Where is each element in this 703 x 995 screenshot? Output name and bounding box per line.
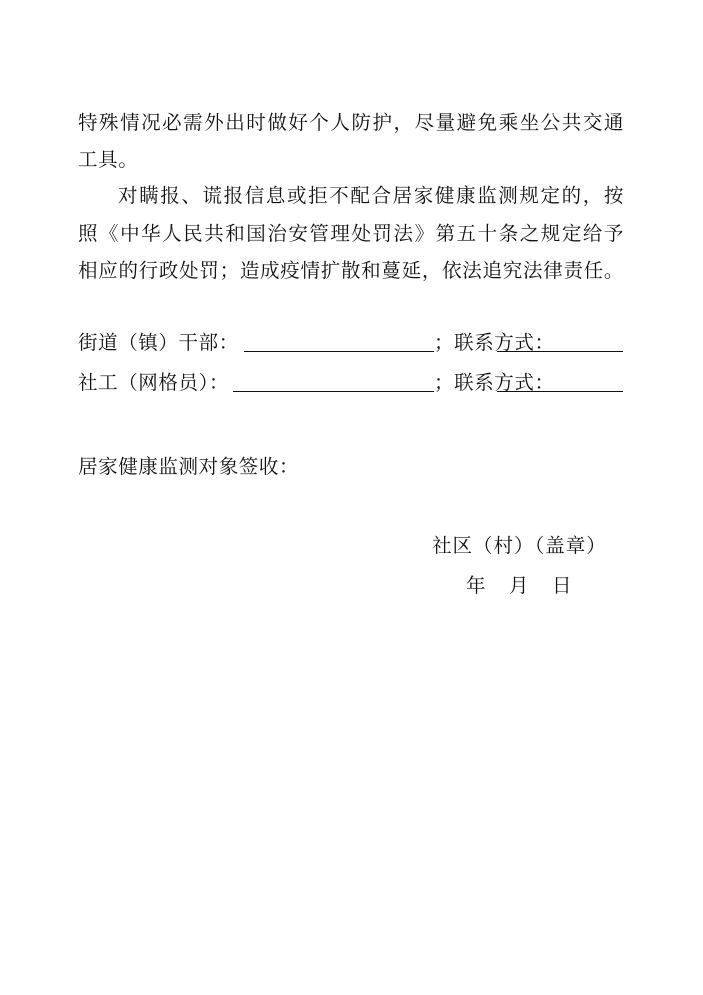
recipient-signature-label: 居家健康监测对象签收：	[78, 455, 300, 478]
social-worker-blank[interactable]	[233, 371, 434, 392]
paragraph1-line2: 工具。	[78, 148, 139, 171]
street-contact-label: ；联系方式：	[434, 331, 555, 354]
social-contact-blank[interactable]	[497, 371, 623, 392]
social-contact-label: ；联系方式：	[434, 371, 555, 394]
street-cadre-blank[interactable]	[244, 331, 434, 352]
social-worker-row	[78, 371, 623, 397]
paragraph2-line3: 相应的行政处罚；造成疫情扩散和蔓延，依法追究法律责任。	[78, 259, 624, 282]
community-seal-label: 社区（村）（盖章）	[432, 534, 607, 557]
seal-date-label: 年 月 日	[466, 574, 574, 597]
street-cadre-label: 街道（镇）干部：	[78, 331, 239, 354]
paragraph1-line1: 特殊情况必需外出时做好个人防护，尽量避免乘坐公共交通	[78, 111, 624, 134]
street-contact-blank[interactable]	[497, 331, 623, 352]
paragraph2-line2: 照《中华人民共和国治安管理处罚法》第五十条之规定给予	[78, 222, 624, 245]
social-worker-label: 社工（网格员）：	[78, 371, 230, 394]
paragraph2-line1: 对瞒报、谎报信息或拒不配合居家健康监测规定的，按	[118, 184, 624, 207]
street-cadre-row	[78, 331, 623, 357]
